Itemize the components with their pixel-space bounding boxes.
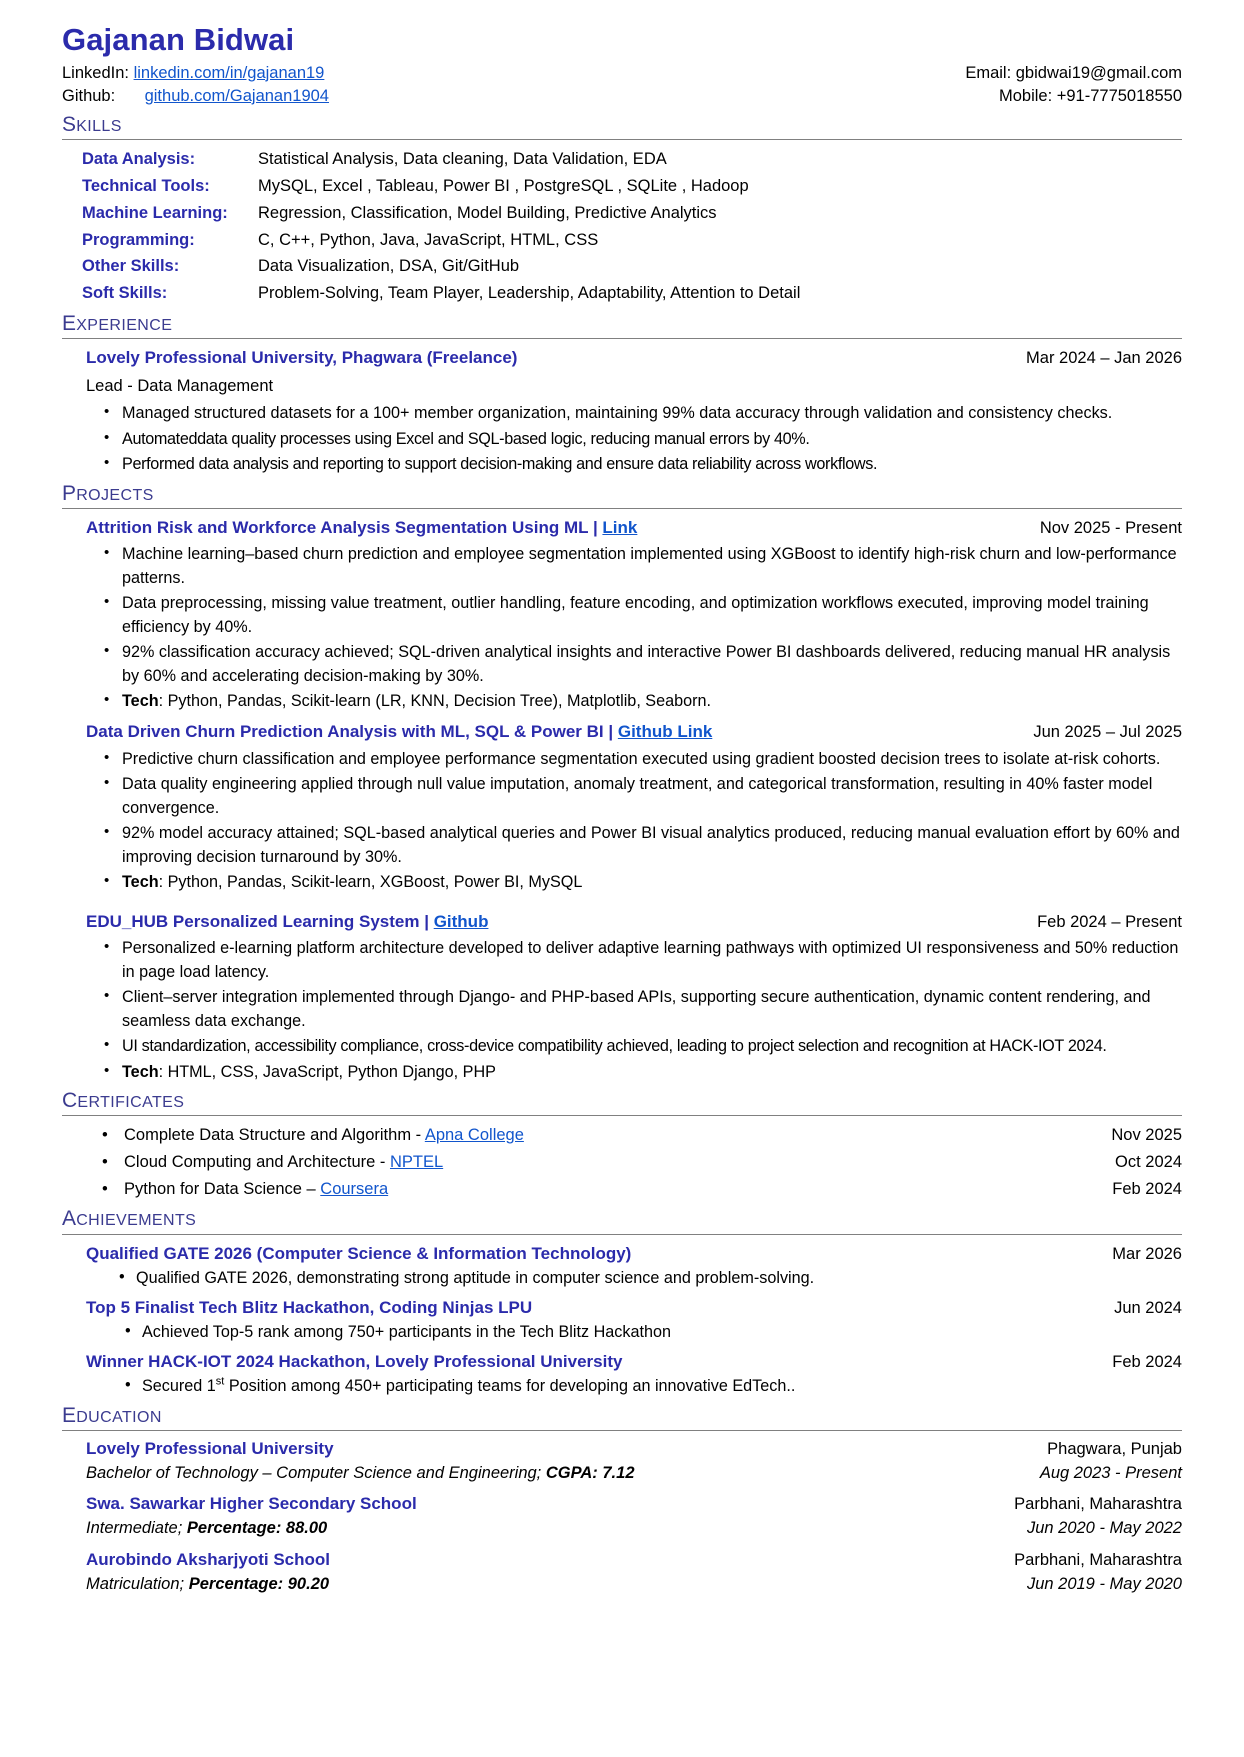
education-detail-row: [86, 1573, 1182, 1597]
list-item: • Automateddata quality processes using Excel and SQL-based logic, reducing manual errors by 40%.: [100, 428, 1182, 451]
list-item: • Qualified GATE 2026, demonstrating strong aptitude in computer science and problem-solving.: [116, 1267, 1182, 1290]
achievement-date: Mar 2026: [1112, 1244, 1182, 1263]
github-label: Github:: [62, 87, 116, 105]
project-link[interactable]: Link: [602, 517, 638, 537]
list-item-tech: [100, 871, 1182, 894]
list-item-tech: [100, 1061, 1182, 1084]
education-school: Lovely Professional University: [86, 1438, 334, 1458]
skill-value: Statistical Analysis, Data cleaning, Data Validation, EDA: [258, 150, 667, 169]
skill-row: [82, 146, 1182, 173]
certificate-text: [124, 1122, 524, 1149]
education-location: Parbhani, Maharashtra: [1014, 1551, 1182, 1570]
skill-value: Regression, Classification, Model Building, Predictive Analytics: [258, 203, 717, 222]
certificates-list: [62, 1122, 1182, 1202]
project-entry: [86, 719, 1182, 894]
project-title-row: [86, 909, 488, 935]
section-divider: [62, 139, 1182, 140]
skill-label: Machine Learning:: [82, 203, 228, 222]
project-title: EDU_HUB Personalized Learning System: [86, 911, 420, 931]
achievement-bullets: [86, 1375, 1182, 1399]
project-title: Data Driven Churn Prediction Analysis with ML, SQL & Power BI: [86, 722, 604, 742]
section-heading-education: EDUCATION: [62, 1403, 162, 1427]
tech-value: : HTML, CSS, JavaScript, Python Django, PHP: [158, 1062, 496, 1081]
contact-row: [62, 62, 1182, 109]
skill-value: Problem-Solving, Team Player, Leadership, Adaptability, Attention to Detail: [258, 284, 801, 303]
certificate-name: Complete Data Structure and Algorithm -: [124, 1126, 425, 1145]
achievement-title: Winner HACK-IOT 2024 Hackathon, Lovely Professional University: [86, 1351, 623, 1371]
experience-entry: [86, 345, 1182, 477]
achievement-date: Feb 2024: [1112, 1352, 1182, 1371]
achievement-entry: [86, 1349, 1182, 1399]
project-entry: [86, 515, 1182, 714]
list-item: • Performed data analysis and reporting to support decision-making and ensure data reliability across workflows.: [100, 453, 1182, 476]
degree-text: Intermediate;: [86, 1519, 187, 1538]
project-title: Attrition Risk and Workforce Analysis Segmentation Using ML: [86, 517, 589, 537]
github-link[interactable]: github.com/Gajanan1904: [144, 87, 329, 105]
achievement-date: Jun 2024: [1114, 1298, 1182, 1317]
list-item: • Machine learning–based churn prediction and employee segmentation implemented using XGBoost to identify high-risk churn and low-performance patterns.: [100, 543, 1182, 590]
mobile-line: Mobile: +91-7775018550: [998, 87, 1182, 105]
entry-header: [86, 1295, 1182, 1321]
skill-row: [82, 200, 1182, 227]
education-degree: [86, 1517, 327, 1541]
list-item: • Data preprocessing, missing value treatment, outlier handling, feature encoding, and optimization workflows executed, improving model training efficiency by 40%.: [100, 592, 1182, 639]
education-school: Swa. Sawarkar Higher Secondary School: [86, 1494, 417, 1514]
project-bullets: [86, 937, 1182, 1084]
certificate-link[interactable]: NPTEL: [389, 1153, 444, 1172]
education-detail-row: [86, 1462, 1182, 1486]
entry-header: [86, 1437, 1182, 1462]
achievement-title: Qualified GATE 2026 (Computer Science & Information Technology): [86, 1243, 632, 1263]
skill-label: Other Skills:: [82, 257, 180, 276]
experience-bullets: [86, 402, 1182, 476]
certificate-date: Nov 2025: [1111, 1126, 1182, 1145]
degree-score: CGPA: 7.12: [545, 1463, 635, 1482]
education-location: Parbhani, Maharashtra: [1014, 1495, 1182, 1514]
entry-header: [86, 909, 1182, 935]
entry-header: [86, 1492, 1182, 1517]
project-date: Feb 2024 – Present: [1037, 912, 1182, 931]
skill-row: [82, 253, 1182, 280]
education-years: Jun 2020 - May 2022: [1026, 1519, 1182, 1538]
section-divider: [62, 1115, 1182, 1116]
skill-label: Data Analysis:: [82, 150, 196, 169]
project-link[interactable]: Github Link: [617, 722, 713, 742]
list-item: • Predictive churn classification and employee performance segmentation executed using gradient boosted decision trees to isolate at-risk cohorts.: [100, 748, 1182, 771]
skill-label: Technical Tools:: [82, 177, 210, 196]
entry-header: [86, 515, 1182, 541]
github-line: [62, 85, 329, 108]
education-degree: [86, 1462, 635, 1486]
achievement-bullets: [86, 1321, 1182, 1344]
degree-score: Percentage: 90.20: [188, 1574, 330, 1593]
title-separator: |: [588, 517, 603, 537]
achievement-text: Secured 1st Position among 450+ participating teams for developing an innovative EdTech..: [142, 1376, 796, 1396]
list-item: • Data quality engineering applied through null value imputation, anomaly treatment, and categorical transformation, resulting in 40% faster model convergence.: [100, 773, 1182, 820]
experience-role: Lead - Data Management: [86, 377, 274, 396]
skills-list: [82, 146, 1182, 306]
skill-label: Programming:: [82, 230, 195, 249]
section-heading-projects: PROJECTS: [62, 481, 154, 505]
list-item: • Client–server integration implemented through Django- and PHP-based APIs, supporting secure authentication, dynamic content rendering, and seamless data exchange.: [100, 986, 1182, 1033]
list-item: • 92% model accuracy attained; SQL-based analytical queries and Power BI visual analytics produced, reducing manual evaluation effort by 60% and improving decision turnaround by 30%.: [100, 822, 1182, 869]
education-school: Aurobindo Aksharjyoti School: [86, 1550, 330, 1570]
achievement-entry: [86, 1241, 1182, 1291]
list-item: [98, 1176, 1182, 1203]
education-degree: [86, 1573, 329, 1597]
list-item: [98, 1149, 1182, 1176]
education-entry: [86, 1541, 1182, 1597]
certificate-name: Python for Data Science –: [124, 1179, 321, 1198]
project-bullets: [86, 543, 1182, 713]
list-item: • UI standardization, accessibility compliance, cross-device compatibility achieved, leading to project selection and recognition at HACK-IOT 2024.: [100, 1035, 1182, 1058]
degree-score: Percentage: 88.00: [186, 1519, 328, 1538]
skill-value: C, C++, Python, Java, JavaScript, HTML, CSS: [258, 230, 599, 249]
linkedin-link[interactable]: linkedin.com/in/gajanan19: [133, 63, 325, 82]
email-line: Email: gbidwai19@gmail.com: [965, 63, 1182, 82]
entry-header: [86, 1241, 1182, 1267]
list-item: • 92% classification accuracy achieved; SQL-driven analytical insights and interactive Power BI dashboards delivered, reducing manual HR analysis by 60% and accelerating decision-making by 30%.: [100, 641, 1182, 688]
list-item: • Personalized e-learning platform architecture developed to deliver adaptive learning pathways with optimized UI responsiveness and 50% reduction in page load latency.: [100, 937, 1182, 984]
skill-value: Data Visualization, DSA, Git/GitHub: [258, 257, 520, 276]
list-item: [122, 1375, 1182, 1399]
degree-text: Bachelor of Technology – Computer Science and Engineering;: [86, 1463, 546, 1482]
education-detail-row: [86, 1517, 1182, 1541]
project-title-row: [86, 515, 637, 541]
section-heading-certificates: CERTIFICATES: [62, 1089, 185, 1113]
education-years: Jun 2019 - May 2020: [1026, 1574, 1182, 1593]
project-date: Nov 2025 - Present: [1039, 518, 1182, 537]
certificate-name: Cloud Computing and Architecture -: [124, 1153, 390, 1172]
entry-header: [86, 1548, 1182, 1573]
contact-right: [965, 62, 1182, 109]
linkedin-label: LinkedIn:: [62, 63, 129, 82]
certificate-date: Oct 2024: [1115, 1153, 1182, 1172]
list-item: • Managed structured datasets for a 100+ member organization, maintaining 99% data accuracy through validation and consistency checks.: [100, 402, 1182, 425]
project-title-row: [86, 719, 712, 745]
education-years: Aug 2023 - Present: [1039, 1463, 1182, 1482]
entry-header: [86, 1349, 1182, 1375]
education-location: Phagwara, Punjab: [1047, 1439, 1182, 1458]
tech-label: Tech: [122, 1062, 159, 1081]
page-title: Gajanan Bidwai: [62, 22, 295, 57]
education-entry: [86, 1437, 1182, 1486]
achievement-bullets: [86, 1267, 1182, 1290]
achievement-entry: [86, 1295, 1182, 1345]
project-date: Jun 2025 – Jul 2025: [1033, 723, 1182, 742]
skill-row: [82, 173, 1182, 200]
skill-label: Soft Skills:: [82, 284, 168, 303]
section-divider: [62, 338, 1182, 339]
list-item-tech: [100, 690, 1182, 713]
linkedin-line: [62, 62, 329, 85]
section-heading-skills: SKILLS: [62, 113, 122, 137]
tech-label: Tech: [122, 873, 159, 892]
skill-value: MySQL, Excel , Tableau, Power BI , PostgreSQL , SQLite , Hadoop: [258, 177, 749, 196]
entry-header: [86, 345, 1182, 371]
project-link[interactable]: Github: [433, 911, 489, 931]
certificate-text: [124, 1149, 443, 1176]
skill-row: [82, 227, 1182, 254]
achievement-title: Top 5 Finalist Tech Blitz Hackathon, Coding Ninjas LPU: [86, 1297, 533, 1317]
degree-text: Matriculation;: [86, 1574, 189, 1593]
experience-title: Lovely Professional University, Phagwara (Freelance): [86, 347, 518, 367]
title-separator: |: [419, 911, 434, 931]
section-divider: [62, 1430, 1182, 1431]
certificate-link[interactable]: Coursera: [320, 1179, 389, 1198]
skill-row: [82, 280, 1182, 307]
title-separator: |: [603, 722, 618, 742]
education-entry: [86, 1485, 1182, 1541]
tech-value: : Python, Pandas, Scikit-learn (LR, KNN, Decision Tree), Matplotlib, Seaborn.: [158, 691, 712, 710]
entry-header: [86, 719, 1182, 745]
certificate-date: Feb 2024: [1112, 1179, 1182, 1198]
tech-label: Tech: [122, 691, 159, 710]
certificate-text: [124, 1176, 388, 1203]
resume-header: [62, 22, 1182, 108]
experience-date: Mar 2024 – Jan 2026: [1026, 348, 1182, 367]
list-item: • Achieved Top-5 rank among 750+ participants in the Tech Blitz Hackathon: [122, 1321, 1182, 1344]
list-item: [98, 1122, 1182, 1149]
project-entry: [86, 909, 1182, 1084]
tech-value: : Python, Pandas, Scikit-learn, XGBoost, Power BI, MySQL: [158, 873, 583, 892]
section-divider: [62, 508, 1182, 509]
contact-left: [62, 62, 329, 109]
section-heading-experience: EXPERIENCE: [62, 311, 173, 335]
certificate-link[interactable]: Apna College: [424, 1126, 524, 1145]
section-divider: [62, 1234, 1182, 1235]
section-heading-achievements: ACHIEVEMENTS: [62, 1207, 197, 1231]
project-bullets: [86, 748, 1182, 895]
